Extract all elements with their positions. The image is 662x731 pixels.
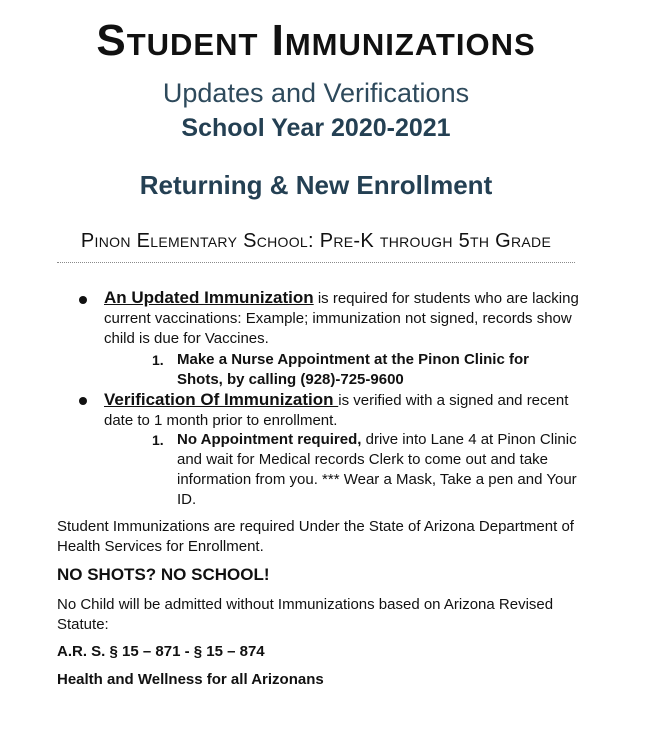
sub-list-number: 1. [152, 432, 164, 448]
bullet-updated-immunization [104, 288, 584, 349]
no-shots-heading: NO SHOTS? NO SCHOOL! [57, 565, 270, 584]
admission-paragraph: No Child will be admitted without Immunizations based on Arizona Revised Statute: [57, 596, 554, 633]
motto-line: Health and Wellness for all Arizonans [57, 671, 324, 688]
bullet-text: is verified with a signed and recent date to 1 month prior to enrollment. [104, 392, 569, 429]
bullet-dot-icon [79, 397, 87, 405]
sub-item-nurse-appointment [177, 350, 577, 390]
requirement-paragraph: Student Immunizations are required Under the State of Arizona Department of Health Services for Enrollment. [57, 518, 574, 555]
school-year-heading: School Year 2020-2021 [181, 114, 451, 142]
sub-item-bold-text: No Appointment required, [177, 431, 362, 448]
bullet-text: is required for students who are lacking current vaccinations: Example; immunization not signed, records show child is due for Vaccines. [104, 290, 579, 347]
enrollment-heading: Returning & New Enrollment [139, 170, 493, 200]
document-title: Student Immunizations [96, 16, 536, 65]
bullet-verification-immunization [104, 390, 584, 431]
sub-item-text: drive into Lane 4 at Pinon Clinic and wait for Medical records Clerk to come out and take information from you. *** Wear a Mask, Take a pen and Your ID. [177, 431, 577, 508]
bullet-lead: An Updated Immunization [104, 288, 314, 307]
bullet-dot-icon [79, 296, 87, 304]
bullet-lead: Verification Of Immunization [104, 390, 339, 409]
statute-citation: A.R. S. § 15 – 871 - § 15 – 874 [57, 643, 265, 660]
document-subtitle: Updates and Verifications [162, 78, 470, 108]
divider-line [57, 262, 575, 263]
sub-item-bold-text: Make a Nurse Appointment at the Pinon Clinic for Shots, by calling (928)-725-9600 [177, 351, 529, 388]
school-name-heading: Pinon Elementary School: Pre-K through 5th Grade [80, 230, 552, 252]
sub-item-no-appointment [177, 430, 577, 510]
sub-list-number: 1. [152, 352, 164, 368]
